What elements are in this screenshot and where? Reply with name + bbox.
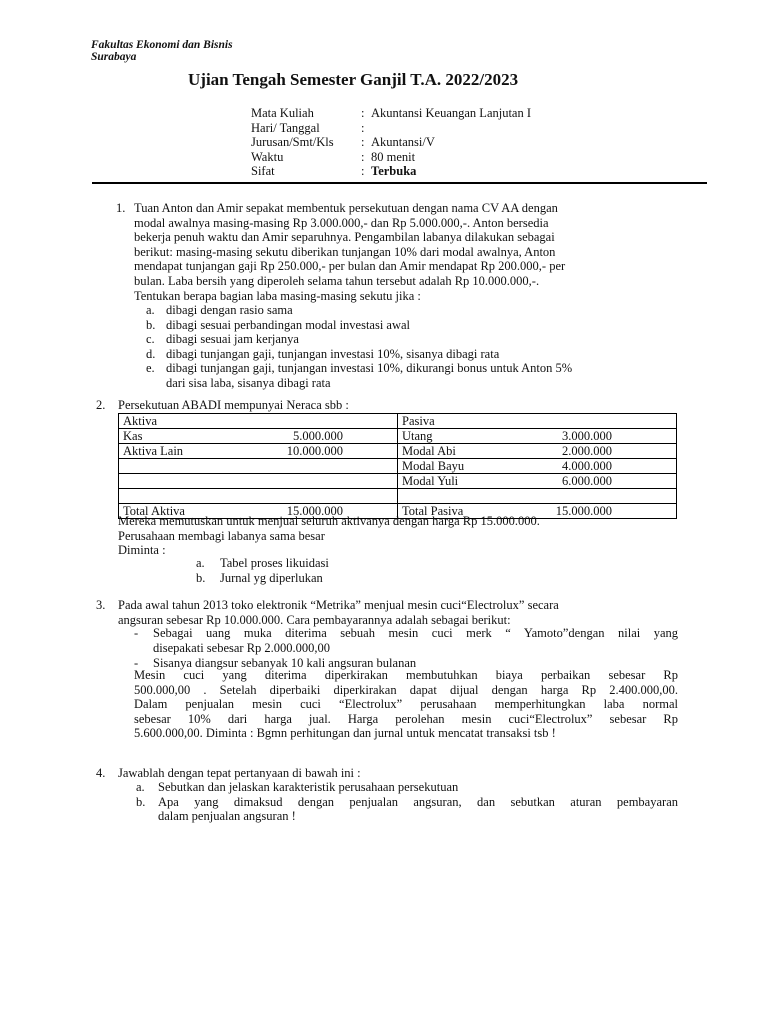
- q3-body-line: Dalam penjualan mesin cuci “Electrolux” perusahaan memperhitungkan laba normal: [134, 697, 678, 712]
- info-sep: :: [361, 135, 365, 149]
- q3-body-line: Mesin cuci yang diterima diperkirakan membutuhkan biaya perbaikan sebesar Rp: [134, 668, 678, 682]
- table-row: [119, 489, 677, 504]
- q2-after-line: Perusahaan membagi labanya sama besar: [118, 528, 325, 543]
- q1-option: [146, 318, 666, 333]
- q2-after: [118, 514, 678, 558]
- option-letter: b.: [146, 317, 156, 332]
- option-text: dibagi tunjangan gaji, tunjangan investasi 10%, sisanya dibagi rata: [166, 346, 500, 361]
- q1-option: [146, 332, 666, 347]
- q2-after-line: Mereka memutuskan untuk menjual seluruh aktivanya dengan harga Rp 15.000.000.: [118, 514, 540, 528]
- pasiva-cell: [398, 429, 677, 444]
- option-text: Tabel proses likuidasi: [220, 556, 329, 570]
- option-text: Sebutkan dan jelaskan karakteristik perusahaan persekutuan: [158, 780, 459, 794]
- q4-intro: Jawablah dengan tepat pertanyaan di bawah ini :: [118, 766, 361, 780]
- header-divider: [92, 182, 707, 184]
- info-value: Akuntansi/V: [371, 135, 435, 149]
- q1-line: bekerja penuh waktu dan Amir separuhnya. Pengambilan labanya dilakukan sebagai: [134, 230, 555, 245]
- option-letter: d.: [146, 346, 156, 361]
- option-letter: a.: [136, 780, 145, 794]
- pasiva-value: 3.000.000: [562, 429, 612, 443]
- option-letter: b.: [136, 794, 146, 809]
- bullet-dash: -: [134, 626, 139, 640]
- q2-number: 2.: [96, 398, 106, 412]
- q1-option: [146, 361, 666, 376]
- q1-line: mendapat tunjangan gaji Rp 250.000,- per bulan dan Amir mendapat Rp 200.000,- per: [134, 259, 566, 274]
- pasiva-cell: [398, 459, 677, 474]
- q1-line: modal awalnya masing-masing Rp 3.000.000,- dan Rp 5.000.000,-. Anton bersedia: [134, 215, 549, 230]
- q3-body: [134, 668, 678, 741]
- q1-number: 1.: [116, 201, 126, 215]
- info-value: Terbuka: [371, 164, 417, 178]
- total-pasiva-value: 15.000.000: [555, 504, 612, 518]
- info-value: 80 menit: [371, 149, 416, 164]
- aktiva-value: 10.000.000: [286, 444, 343, 458]
- option-text: dari sisa laba, sisanya dibagi rata: [166, 375, 331, 390]
- option-text: dibagi sesuai jam kerjanya: [166, 332, 299, 347]
- question-1: [134, 201, 674, 303]
- city-name: Surabaya: [91, 51, 137, 63]
- aktiva-label: Aktiva Lain: [123, 444, 184, 458]
- pasiva-header: Pasiva: [398, 414, 677, 429]
- pasiva-label: Modal Yuli: [402, 474, 459, 488]
- info-label: Waktu: [251, 149, 284, 164]
- info-label: Hari/ Tanggal: [251, 120, 320, 135]
- info-label: Mata Kuliah: [251, 106, 314, 120]
- exam-title: Ujian Tengah Semester Ganjil T.A. 2022/2023: [188, 70, 519, 89]
- info-sep: :: [361, 149, 365, 164]
- option-letter: a.: [196, 556, 205, 570]
- info-label: Sifat: [251, 164, 275, 178]
- option-text: Apa yang dimaksud dengan penjualan angsuran, dan sebutkan aturan pembayaran: [158, 794, 678, 809]
- total-aktiva-label: Total Aktiva: [123, 504, 185, 518]
- option-letter: e.: [146, 361, 155, 376]
- q1-line: berikut: masing-masing sekutu diberikan tunjangan 10% dari modal awalnya, Anton: [134, 244, 556, 259]
- aktiva-label: Kas: [123, 429, 143, 443]
- pasiva-label: Modal Bayu: [402, 459, 465, 473]
- bullet-text: Sebagai uang muka diterima sebuah mesin cuci merk “ Yamoto”dengan nilai yang: [153, 626, 678, 640]
- aktiva-value: 5.000.000: [293, 429, 343, 443]
- q2-intro: Persekutuan ABADI mempunyai Neraca sbb :: [118, 398, 349, 412]
- q3-bullets: [134, 626, 678, 671]
- q2-option: [196, 556, 329, 571]
- bullet-text: disepakati sebesar Rp 2.000.000,00: [153, 640, 331, 655]
- q1-line: bulan. Laba bersih yang diperoleh selama tahun tersebut adalah Rp 10.000.000,-.: [134, 273, 540, 288]
- pasiva-label: Modal Abi: [402, 444, 456, 458]
- q3-number: 3.: [96, 598, 106, 612]
- q3-intro: Pada awal tahun 2013 toko elektronik “Metrika” menjual mesin cuci“Electrolux” secara: [118, 598, 559, 612]
- aktiva-cell: [119, 459, 398, 474]
- option-letter: b.: [196, 570, 206, 585]
- q1-line: Tuan Anton dan Amir sepakat membentuk persekutuan dengan nama CV AA dengan: [134, 201, 558, 215]
- q4-number: 4.: [96, 766, 106, 780]
- q3-body-line: sebesar 10% dari harga jual. Harga perolehan mesin cuci“Electrolux” sebesar Rp: [134, 711, 678, 726]
- total-pasiva-label: Total Pasiva: [402, 504, 464, 518]
- pasiva-cell: [398, 474, 677, 489]
- pasiva-cell: [398, 444, 677, 459]
- table-row: [119, 459, 677, 474]
- table-row: [119, 429, 677, 444]
- q1-line: Tentukan berapa bagian laba masing-masing sekutu jika :: [134, 288, 421, 303]
- option-text: dibagi tunjangan gaji, tunjangan investasi 10%, dikurangi bonus untuk Anton 5%: [166, 361, 573, 376]
- option-letter: c.: [146, 332, 155, 347]
- q2-options: [196, 556, 329, 585]
- aktiva-cell: [119, 489, 398, 504]
- q3-intro: angsuran sebesar Rp 10.000.000. Cara pembayarannya adalah sebagai berikut:: [118, 612, 511, 627]
- option-text: dibagi sesuai perbandingan modal investasi awal: [166, 317, 411, 332]
- pasiva-value: 4.000.000: [562, 459, 612, 473]
- q3-body-line: 5.600.000,00. Diminta : Bgmn perhitungan dan jurnal untuk mencatat transaksi tsb !: [134, 726, 556, 741]
- q1-option: [146, 303, 666, 318]
- bullet-text: Sisanya diangsur sebanyak 10 kali angsuran bulanan: [153, 656, 417, 671]
- option-text: dalam penjualan angsuran !: [158, 809, 296, 824]
- question-3: [118, 598, 678, 627]
- q4-options: [136, 780, 678, 824]
- aktiva-cell: [119, 429, 398, 444]
- balance-sheet-table: [118, 413, 677, 519]
- q2-option: [196, 571, 329, 586]
- q1-options: [146, 303, 666, 391]
- pasiva-cell: [398, 489, 677, 504]
- info-sep: :: [361, 120, 365, 135]
- aktiva-header: Aktiva: [119, 414, 398, 429]
- table-row: [119, 474, 677, 489]
- aktiva-cell: [119, 474, 398, 489]
- aktiva-cell: [119, 444, 398, 459]
- pasiva-value: 6.000.000: [562, 474, 612, 488]
- q1-option: [146, 376, 666, 391]
- q3-bullet: [134, 626, 678, 655]
- info-sep: :: [361, 106, 365, 120]
- option-letter: a.: [146, 303, 155, 317]
- option-text: dibagi dengan rasio sama: [166, 303, 293, 317]
- option-text: Jurnal yg diperlukan: [220, 570, 323, 585]
- info-value: [371, 121, 631, 136]
- bullet-dash: -: [134, 656, 139, 671]
- info-sep: :: [361, 164, 365, 178]
- q1-option: [146, 347, 666, 362]
- pasiva-label: Utang: [402, 429, 433, 443]
- q3-body-line: 500.000,00 . Setelah diperbaiki diperkirakan dapat dijual dengan harga Rp 2.400.000,00.: [134, 682, 678, 697]
- faculty-name: Fakultas Ekonomi dan Bisnis: [91, 39, 233, 51]
- info-label: Jurusan/Smt/Kls: [251, 135, 334, 149]
- q2-after-line: Diminta :: [118, 543, 166, 558]
- info-value: Akuntansi Keuangan Lanjutan I: [371, 106, 532, 120]
- q4-option: [136, 780, 678, 795]
- table-header-row: [119, 414, 677, 429]
- exam-info: [251, 106, 631, 179]
- table-row: [119, 444, 677, 459]
- pasiva-value: 2.000.000: [562, 444, 612, 458]
- q4-option: [136, 795, 678, 824]
- total-aktiva-value: 15.000.000: [286, 504, 343, 518]
